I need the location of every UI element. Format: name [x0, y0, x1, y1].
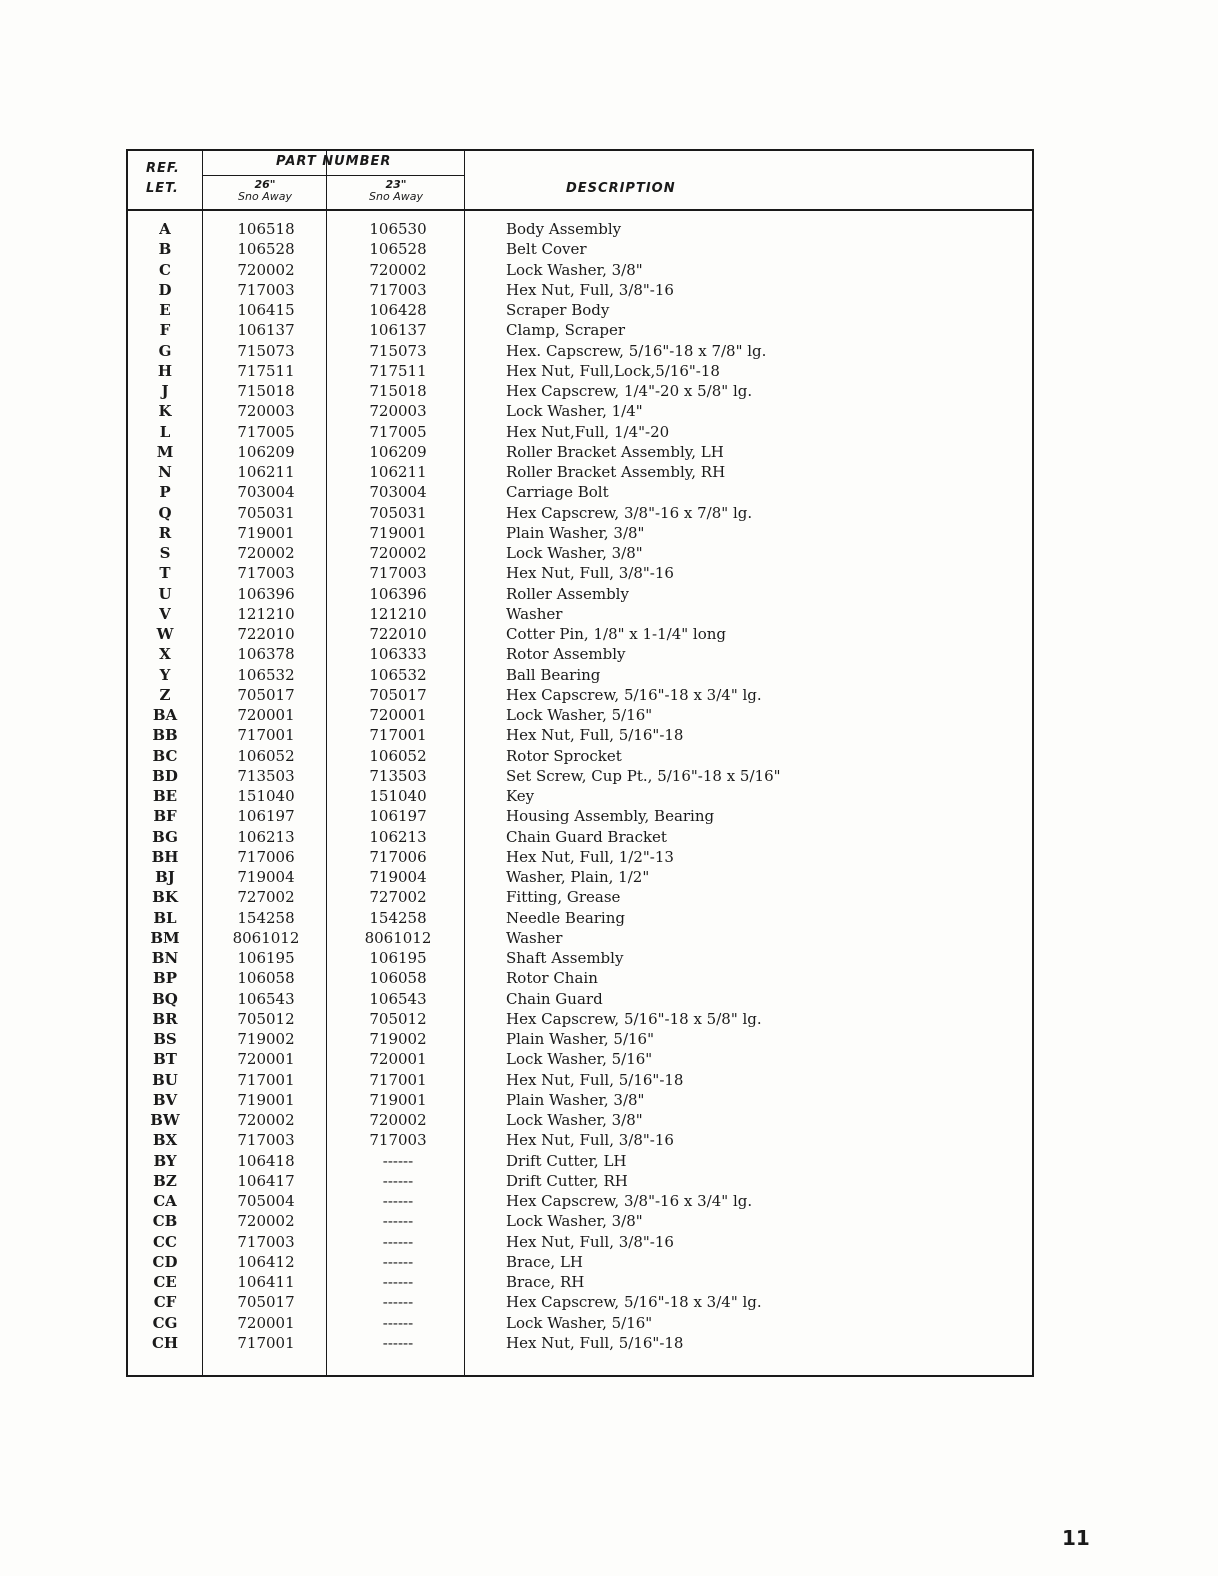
ref-letter-cell: BU	[152, 1070, 178, 1089]
part-23-cell: 720001	[369, 1050, 427, 1069]
table-row	[128, 725, 1032, 745]
description-cell: Chain Guard Bracket	[506, 827, 667, 846]
table-row	[128, 482, 1032, 502]
part-26-cell: 717003	[237, 280, 295, 299]
description-cell: Set Screw, Cup Pt., 5/16"-18 x 5/16"	[506, 766, 781, 785]
part-number-header: PART NUMBER	[276, 154, 392, 169]
part-23-cell: 705031	[369, 503, 427, 522]
part-23-cell: 106195	[369, 949, 427, 967]
part-23-cell: 722010	[369, 625, 427, 643]
col-26-name: Sno Away	[238, 190, 292, 203]
description-cell: Plain Washer, 5/16"	[506, 1030, 654, 1048]
ref-letter-cell: BG	[152, 827, 178, 846]
part-23-cell: 717006	[369, 847, 427, 866]
part-26-cell: 8061012	[232, 928, 300, 947]
col-26-header	[202, 179, 328, 203]
description-cell: Cotter Pin, 1/8" x 1-1/4" long	[506, 625, 727, 643]
part-26-cell: 106417	[237, 1171, 295, 1190]
table-row	[128, 219, 1032, 239]
part-23-cell: ------	[382, 1333, 414, 1352]
part-26-cell: 106415	[237, 301, 295, 319]
part-23-cell: 703004	[369, 483, 427, 502]
part-23-cell: 717003	[369, 280, 427, 299]
description-cell: Lock Washer, 5/16"	[506, 1050, 653, 1069]
part-26-cell: 722010	[237, 625, 295, 643]
part-23-cell: 727002	[369, 888, 427, 907]
table-row	[128, 401, 1032, 421]
ref-letter-cell: R	[158, 523, 172, 542]
table-row	[128, 320, 1032, 340]
table-row	[128, 1292, 1032, 1312]
description-cell: Rotor Chain	[506, 969, 598, 988]
ref-letter-cell: BF	[153, 807, 177, 826]
ref-letter-cell: X	[159, 645, 171, 664]
table-row	[128, 341, 1032, 361]
description-cell: Rotor Assembly	[506, 645, 626, 664]
description-cell: Hex Nut, Full, 5/16"-18	[506, 726, 684, 745]
table-row	[128, 239, 1032, 259]
part-23-cell: ------	[382, 1252, 414, 1271]
description-cell: Scraper Body	[506, 301, 610, 319]
part-26-cell: 705012	[237, 1009, 295, 1028]
description-cell: Plain Washer, 3/8"	[506, 523, 645, 542]
table-row	[128, 1070, 1032, 1090]
ref-letter-cell: CD	[152, 1252, 178, 1271]
table-row	[128, 523, 1032, 543]
part-23-cell: 705012	[369, 1009, 427, 1028]
ref-letter-cell: H	[157, 361, 173, 380]
part-23-cell: 106052	[369, 746, 427, 765]
part-26-cell: 106197	[237, 807, 295, 826]
table-row	[128, 280, 1032, 300]
description-cell: Carriage Bolt	[506, 483, 609, 502]
table-row	[128, 948, 1032, 968]
table-row	[128, 908, 1032, 928]
description-cell: Hex Capscrew, 5/16"-18 x 3/4" lg.	[506, 1293, 762, 1312]
description-cell: Lock Washer, 5/16"	[506, 1313, 653, 1332]
part-23-cell: 720002	[369, 1111, 427, 1129]
part-23-cell: 106197	[369, 807, 427, 826]
part-26-cell: 720002	[237, 1212, 295, 1231]
part-26-cell: 720002	[237, 544, 295, 562]
ref-letter-cell: BL	[153, 908, 177, 927]
part-23-cell: 717001	[369, 1070, 427, 1089]
part-23-cell: 719002	[369, 1030, 427, 1048]
part-26-cell: 720001	[237, 706, 295, 724]
ref-letter-cell: BC	[152, 746, 178, 765]
part-26-cell: 106213	[237, 827, 295, 846]
part-26-cell: 703004	[237, 483, 295, 502]
ref-letter-cell: BW	[150, 1111, 180, 1129]
part-26-cell: 719004	[237, 868, 295, 886]
table-row	[128, 442, 1032, 462]
description-header: DESCRIPTION	[566, 181, 676, 196]
table-row	[128, 1029, 1032, 1049]
part-23-cell: 717511	[369, 361, 427, 380]
description-cell: Hex Capscrew, 3/8"-16 x 7/8" lg.	[506, 503, 753, 522]
table-row	[128, 827, 1032, 847]
table-row	[128, 766, 1032, 786]
table-row	[128, 584, 1032, 604]
ref-letter-cell: G	[158, 341, 172, 360]
part-23-cell: 106396	[369, 584, 427, 603]
description-cell: Hex Nut, Full, 5/16"-18	[506, 1070, 684, 1089]
ref-letter-cell: B	[158, 240, 172, 259]
description-cell: Lock Washer, 3/8"	[506, 260, 643, 279]
table-row	[128, 1110, 1032, 1130]
part-26-cell: 705004	[237, 1192, 295, 1210]
part-26-cell: 106543	[237, 989, 295, 1008]
part-26-cell: 106195	[237, 949, 295, 967]
table-row	[128, 705, 1032, 725]
part-26-cell: 715073	[237, 341, 295, 360]
table-row	[128, 1313, 1032, 1333]
part-23-cell: 106428	[369, 301, 427, 319]
table-row	[128, 260, 1032, 280]
ref-letter-cell: Y	[159, 665, 171, 684]
description-cell: Lock Washer, 3/8"	[506, 544, 643, 562]
part-23-cell: 717003	[369, 564, 427, 583]
part-26-cell: 121210	[237, 604, 295, 623]
table-row	[128, 543, 1032, 563]
ref-letter-cell: CB	[152, 1212, 178, 1231]
part-26-cell: 106532	[237, 665, 295, 684]
table-row	[128, 928, 1032, 948]
part-26-cell: 106058	[237, 969, 295, 988]
part-26-cell: 106418	[237, 1151, 295, 1170]
part-26-cell: 719001	[237, 1090, 295, 1109]
description-cell: Washer	[506, 928, 563, 947]
part-26-cell: 717006	[237, 847, 295, 866]
part-number-divider	[202, 175, 464, 176]
parts-list-table	[126, 149, 1034, 1377]
ref-letter-cell: M	[156, 442, 174, 461]
part-26-cell: 106411	[237, 1273, 295, 1291]
table-row	[128, 604, 1032, 624]
description-cell: Drift Cutter, LH	[506, 1151, 627, 1170]
table-row	[128, 361, 1032, 381]
table-row	[128, 624, 1032, 644]
part-26-cell: 705017	[237, 1293, 295, 1312]
table-row	[128, 1171, 1032, 1191]
part-23-cell: 720002	[369, 544, 427, 562]
part-26-cell: 713503	[237, 766, 295, 785]
part-26-cell: 106211	[237, 463, 295, 481]
part-23-cell: 106532	[369, 665, 427, 684]
part-23-cell: 719001	[369, 523, 427, 542]
part-26-cell: 151040	[237, 787, 295, 805]
page-number: 11	[1062, 1526, 1090, 1550]
table-body	[128, 219, 1032, 1353]
table-row	[128, 1211, 1032, 1231]
ref-letter-cell: A	[159, 220, 171, 238]
table-row	[128, 563, 1032, 583]
table-row	[128, 968, 1032, 988]
description-cell: Housing Assembly, Bearing	[506, 807, 715, 826]
part-23-cell: 717003	[369, 1131, 427, 1150]
part-26-cell: 106396	[237, 584, 295, 603]
table-row	[128, 1333, 1032, 1353]
ref-letter-cell: BN	[151, 949, 179, 967]
table-row	[128, 847, 1032, 867]
description-cell: Brace, LH	[506, 1252, 583, 1271]
description-cell: Hex Capscrew, 5/16"-18 x 5/8" lg.	[506, 1009, 762, 1028]
description-cell: Washer	[506, 604, 563, 623]
ref-letter-cell: T	[159, 564, 171, 583]
part-23-cell: 106333	[369, 645, 427, 664]
ref-letter-cell: D	[158, 280, 172, 299]
ref-letter-cell: BY	[153, 1151, 177, 1170]
description-cell: Fitting, Grease	[506, 888, 621, 907]
part-26-cell: 717005	[237, 422, 295, 441]
description-cell: Clamp, Scraper	[506, 321, 626, 340]
ref-letter-cell: BQ	[152, 989, 178, 1008]
part-26-cell: 717001	[237, 1333, 295, 1352]
part-23-cell: ------	[382, 1212, 414, 1231]
description-cell: Lock Washer, 3/8"	[506, 1212, 643, 1231]
part-26-cell: 720002	[237, 1111, 295, 1129]
description-cell: Hex Nut, Full,Lock,5/16"-18	[506, 361, 720, 380]
table-row	[128, 1009, 1032, 1029]
table-row	[128, 746, 1032, 766]
description-cell: Roller Bracket Assembly, LH	[506, 442, 724, 461]
part-26-cell: 717003	[237, 564, 295, 583]
part-26-cell: 106412	[237, 1252, 295, 1271]
description-cell: Roller Bracket Assembly, RH	[506, 463, 726, 481]
table-row	[128, 867, 1032, 887]
table-row	[128, 503, 1032, 523]
ref-letter-cell: BZ	[153, 1171, 177, 1190]
part-23-cell: 720003	[369, 402, 427, 421]
description-cell: Belt Cover	[506, 240, 587, 259]
part-23-cell: 717005	[369, 422, 427, 441]
ref-letter-cell: CE	[153, 1273, 177, 1291]
description-cell: Rotor Sprocket	[506, 746, 622, 765]
ref-letter-cell: BR	[152, 1009, 178, 1028]
ref-letter-cell: Z	[159, 685, 171, 704]
part-26-cell: 106209	[237, 442, 295, 461]
part-26-cell: 717001	[237, 1070, 295, 1089]
part-23-cell: ------	[382, 1313, 414, 1332]
ref-let-header-line2: LET.	[146, 181, 179, 196]
ref-letter-cell: CH	[151, 1333, 179, 1352]
table-row	[128, 300, 1032, 320]
ref-letter-cell: L	[159, 422, 171, 441]
part-26-cell: 106518	[237, 220, 295, 238]
part-23-cell: 106137	[369, 321, 427, 340]
description-cell: Plain Washer, 3/8"	[506, 1090, 645, 1109]
ref-letter-cell: CC	[153, 1232, 177, 1251]
ref-letter-cell: BV	[152, 1090, 178, 1109]
ref-letter-cell: BB	[152, 726, 178, 745]
description-cell: Washer, Plain, 1/2"	[506, 868, 650, 886]
col-26-size: 26"	[254, 178, 276, 191]
part-26-cell: 720001	[237, 1313, 295, 1332]
ref-letter-cell: BE	[152, 787, 178, 805]
part-26-cell: 154258	[237, 908, 295, 927]
part-23-cell: ------	[382, 1293, 414, 1312]
description-cell: Ball Bearing	[506, 665, 601, 684]
description-cell: Lock Washer, 1/4"	[506, 402, 643, 421]
part-23-cell: ------	[382, 1192, 414, 1210]
part-23-cell: 713503	[369, 766, 427, 785]
description-cell: Hex Nut, Full, 3/8"-16	[506, 1131, 674, 1150]
part-23-cell: 106543	[369, 989, 427, 1008]
table-row	[128, 1130, 1032, 1150]
description-cell: Shaft Assembly	[506, 949, 624, 967]
col-23-size: 23"	[385, 178, 407, 191]
description-cell: Needle Bearing	[506, 908, 625, 927]
ref-letter-cell: BT	[153, 1050, 177, 1069]
ref-letter-cell: J	[161, 382, 169, 400]
ref-letter-cell: V	[159, 604, 171, 623]
table-row	[128, 1191, 1032, 1211]
part-23-cell: 106058	[369, 969, 427, 988]
ref-letter-cell: BA	[152, 706, 178, 724]
ref-letter-cell: Q	[158, 503, 172, 522]
table-row	[128, 1151, 1032, 1171]
ref-letter-cell: CF	[153, 1293, 177, 1312]
ref-letter-cell: BM	[150, 928, 180, 947]
ref-letter-cell: BX	[152, 1131, 178, 1150]
description-cell: Hex. Capscrew, 5/16"-18 x 7/8" lg.	[506, 341, 767, 360]
description-cell: Body Assembly	[506, 220, 622, 238]
ref-letter-cell: K	[158, 402, 172, 421]
part-26-cell: 106528	[237, 240, 295, 259]
part-26-cell: 720001	[237, 1050, 295, 1069]
description-cell: Lock Washer, 3/8"	[506, 1111, 643, 1129]
ref-letter-cell: N	[158, 463, 172, 481]
part-23-cell: ------	[382, 1171, 414, 1190]
table-row	[128, 1090, 1032, 1110]
part-23-cell: 106209	[369, 442, 427, 461]
description-cell: Hex Capscrew, 5/16"-18 x 3/4" lg.	[506, 685, 762, 704]
part-23-cell: 719004	[369, 868, 427, 886]
part-23-cell: 121210	[369, 604, 427, 623]
col-23-header	[328, 179, 464, 203]
table-row	[128, 381, 1032, 401]
part-23-cell: 719001	[369, 1090, 427, 1109]
description-cell: Hex Nut,Full, 1/4"-20	[506, 422, 670, 441]
part-23-cell: 106211	[369, 463, 427, 481]
part-23-cell: 154258	[369, 908, 427, 927]
table-row	[128, 806, 1032, 826]
part-26-cell: 717001	[237, 726, 295, 745]
part-26-cell: 106137	[237, 321, 295, 340]
table-row	[128, 1049, 1032, 1069]
part-26-cell: 717511	[237, 361, 295, 380]
ref-letter-cell: F	[159, 321, 171, 340]
part-26-cell: 705031	[237, 503, 295, 522]
part-23-cell: 715073	[369, 341, 427, 360]
col-23-name: Sno Away	[369, 190, 423, 203]
description-cell: Chain Guard	[506, 989, 603, 1008]
part-23-cell: 106530	[369, 220, 427, 238]
part-26-cell: 719002	[237, 1030, 295, 1048]
description-cell: Drift Cutter, RH	[506, 1171, 628, 1190]
ref-letter-cell: BS	[153, 1030, 177, 1048]
part-23-cell: 715018	[369, 382, 427, 400]
table-row	[128, 887, 1032, 907]
ref-letter-cell: BJ	[155, 868, 175, 886]
part-26-cell: 719001	[237, 523, 295, 542]
table-row	[128, 644, 1032, 664]
description-cell: Hex Capscrew, 3/8"-16 x 3/4" lg.	[506, 1192, 753, 1210]
description-cell: Hex Nut, Full, 5/16"-18	[506, 1333, 684, 1352]
ref-letter-cell: C	[159, 260, 171, 279]
table-row	[128, 665, 1032, 685]
table-row	[128, 422, 1032, 442]
table-header	[128, 151, 1032, 211]
part-23-cell: ------	[382, 1151, 414, 1170]
part-23-cell: 8061012	[364, 928, 432, 947]
description-cell: Brace, RH	[506, 1273, 585, 1291]
part-26-cell: 106052	[237, 746, 295, 765]
table-row	[128, 989, 1032, 1009]
part-23-cell: 151040	[369, 787, 427, 805]
part-23-cell: 717001	[369, 726, 427, 745]
part-23-cell: 106528	[369, 240, 427, 259]
part-26-cell: 720002	[237, 260, 295, 279]
ref-letter-cell: U	[158, 584, 172, 603]
ref-letter-cell: BD	[152, 766, 178, 785]
part-23-cell: 720001	[369, 706, 427, 724]
description-cell: Hex Nut, Full, 3/8"-16	[506, 1232, 674, 1251]
table-row	[128, 462, 1032, 482]
table-row	[128, 786, 1032, 806]
table-row	[128, 1232, 1032, 1252]
table-row	[128, 685, 1032, 705]
part-26-cell: 715018	[237, 382, 295, 400]
part-23-cell: 106213	[369, 827, 427, 846]
description-cell: Hex Nut, Full, 3/8"-16	[506, 564, 674, 583]
part-23-cell: 720002	[369, 260, 427, 279]
part-23-cell: ------	[382, 1232, 414, 1251]
ref-letter-cell: CG	[152, 1313, 178, 1332]
part-26-cell: 717003	[237, 1131, 295, 1150]
ref-letter-cell: CA	[153, 1192, 177, 1210]
part-26-cell: 705017	[237, 685, 295, 704]
ref-letter-cell: BH	[151, 847, 179, 866]
description-cell: Hex Nut, Full, 3/8"-16	[506, 280, 674, 299]
ref-letter-cell: BP	[153, 969, 177, 988]
part-26-cell: 717003	[237, 1232, 295, 1251]
part-26-cell: 106378	[237, 645, 295, 664]
description-cell: Key	[506, 787, 535, 805]
description-cell: Hex Nut, Full, 1/2"-13	[506, 847, 674, 866]
part-26-cell: 727002	[237, 888, 295, 907]
ref-letter-cell: P	[159, 483, 171, 502]
table-row	[128, 1252, 1032, 1272]
ref-letter-cell: W	[156, 625, 174, 643]
ref-letter-cell: BK	[152, 888, 178, 907]
ref-let-header-line1: REF.	[146, 161, 180, 176]
part-26-cell: 720003	[237, 402, 295, 421]
table-row	[128, 1272, 1032, 1292]
description-cell: Lock Washer, 5/16"	[506, 706, 653, 724]
part-23-cell: ------	[382, 1273, 414, 1291]
ref-letter-cell: E	[159, 301, 171, 319]
ref-letter-cell: S	[159, 544, 171, 562]
part-23-cell: 705017	[369, 685, 427, 704]
description-cell: Hex Capscrew, 1/4"-20 x 5/8" lg.	[506, 382, 753, 400]
description-cell: Roller Assembly	[506, 584, 629, 603]
